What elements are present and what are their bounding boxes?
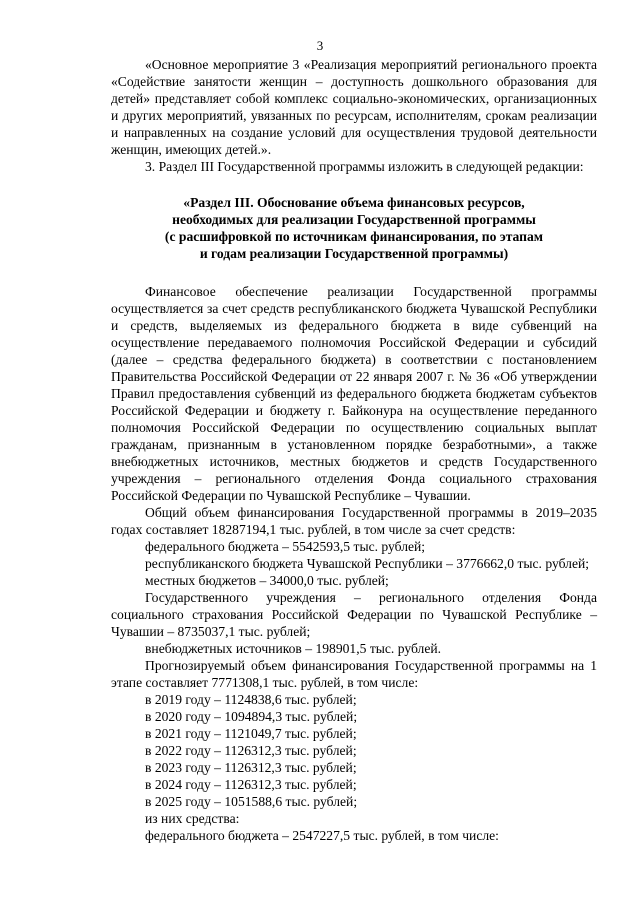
document-body [111,56,597,844]
year-item: в 2021 году – 1121049,7 тыс. рублей; [145,726,357,741]
intro-paragraph-1: «Основное мероприятие 3 «Реализация мероприятий регионального проекта «Содействие занятости женщин – доступность дошкольного образования для детей» представляет собой комплекс социально-экономических, организационных и других мероприятий, увязанных по ресурсам, исполнителям, срокам реализации и направленных на создание условий для осуществления трудовой деятельности женщин, имеющих детей.». [111,57,597,157]
source-extrabudget: внебюджетных источников – 198901,5 тыс. рублей. [145,641,442,656]
source-federal: федерального бюджета – 5542593,5 тыс. рублей; [145,539,426,554]
year-item: в 2022 году – 1126312,3 тыс. рублей; [145,743,357,758]
year-item: в 2019 году – 1124838,6 тыс. рублей; [145,692,357,707]
stage1-paragraph: Прогнозируемый объем финансирования Государственной программы на 1 этапе составляет 7771308,1 тыс. рублей, в том числе: [111,658,597,690]
source-local: местных бюджетов – 34000,0 тыс. рублей; [145,573,389,588]
source-republican: республиканского бюджета Чувашской Республики – 3776662,0 тыс. рублей; [145,556,590,571]
source-fss: Государственного учреждения – регионального отделения Фонда социального страхования Российской Федерации по Чувашской Республике – Чувашии – 8735037,1 тыс. рублей; [111,590,597,639]
year-item: в 2024 году – 1126312,3 тыс. рублей; [145,777,357,792]
year-item: в 2023 году – 1126312,3 тыс. рублей; [145,760,357,775]
heading-line: и годам реализации Государственной программы) [199,246,509,261]
heading-line: (с расшифровкой по источникам финансирования, по этапам [164,229,544,244]
financing-paragraph: Финансовое обеспечение реализации Государственной программы осуществляется за счет средств республиканского бюджета Чувашской Республики и средств, выделяемых из федерального бюджета в виде субвенций на осуществление передаваемого полномочия Российской Федерации и субсидий (далее – средства федерального бюджета) в соответствии с постановлением Правительства Российской Федерации от 22 января 2007 г. № 36 «Об утверждении Правил предоставления субвенций из федерального бюджета бюджетам субъектов Российской Федерации и бюджету г. Байконура на осуществление переданного полномочия Российской Федерации по осуществлению социальных выплат гражданам, признанным в установленном порядке безработными», а также внебюджетных источников, местных бюджетов и средств Государственного учреждения – регионального отделения Фонда социального страхования Российской Федерации по Чувашской Республике – Чувашии. [111,284,597,503]
year-item: в 2020 году – 1094894,3 тыс. рублей; [145,709,358,724]
of-them-label: из них средства: [145,811,240,826]
section-heading [111,194,597,262]
year-item: в 2025 году – 1051588,6 тыс. рублей; [145,794,358,809]
heading-line: «Раздел III. Обоснование объема финансовых ресурсов, [183,195,525,210]
year-list [111,691,597,810]
intro-paragraph-2: 3. Раздел III Государственной программы изложить в следующей редакции: [145,159,584,174]
page-number: 3 [316,38,324,53]
federal-stage1: федерального бюджета – 2547227,5 тыс. рублей, в том числе: [145,828,499,843]
heading-line: необходимых для реализации Государственной программы [172,212,536,227]
total-financing-paragraph: Общий объем финансирования Государственной программы в 2019–2035 годах составляет 18287194,1 тыс. рублей, в том числе за счет средств: [111,505,597,537]
